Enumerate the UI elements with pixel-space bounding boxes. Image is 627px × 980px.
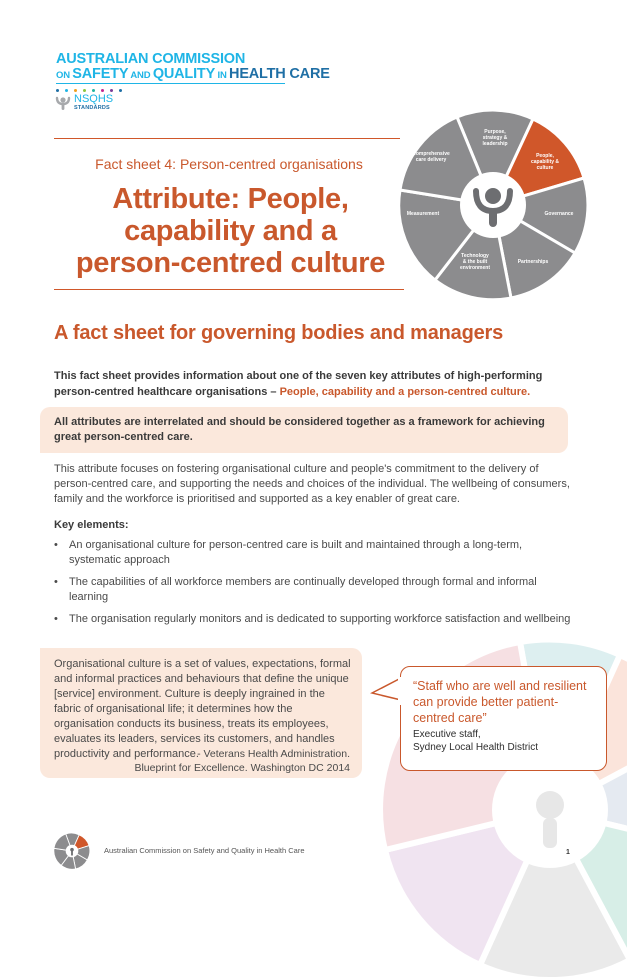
logo-divider [56,83,285,84]
list-item: • An organisational culture for person-centred care is built and maintained through a long-term, systematic approach [54,539,523,566]
segment-label-purpose: Purpose, strategy & leadership [482,129,508,147]
title-rule-bottom [54,289,404,290]
staff-quote: “Staff who are well and resilient can provide better patient-centred care” [413,679,587,725]
segment-label-people: People, capability & culture [530,153,560,171]
list-item: • The capabilities of all workforce members are continually developed through formal and informal learning [54,576,537,603]
speech-bubble-tail-mask [398,677,404,705]
org-logo-line1: AUSTRALIAN COMMISSION [56,51,246,67]
footer-org-name: Australian Commission on Safety and Quality in Health Care [104,846,305,855]
section-subtitle: A fact sheet for governing bodies and managers [54,322,504,344]
fact-sheet-label: Fact sheet 4: Person-centred organisations [95,156,363,172]
key-elements-list [54,538,574,634]
staff-quote-attribution: Executive staff, Sydney Local Health District [413,729,539,753]
body-paragraph: This attribute focuses on fostering organisational culture and people's commitment to the delivery of person-centred care, and supporting the needs and choices of the individual. The wellbeing of consumers, family and the workforce is prioritised and supported as a key enabler of great care. [54,463,570,505]
segment-label-partnerships: Partnerships [517,259,549,265]
culture-definition-text: Organisational culture is a set of values, expectations, formal and informal practices and behaviours that define the unique [service] environment. Culture is deeply ingrained in the fabric of organisational life; it determines how the organisation conducts its business, treats its employees, evaluates its leaders, services its customers, and handles productivity and performance. [54,658,351,760]
nsqhs-wordmark: NSQHS [74,93,114,105]
page-title: Attribute: People, capability and a person-centred culture [75,183,386,279]
intro-paragraph: This fact sheet provides information about one of the seven key attributes of high-performing person-centred healthcare organisations – People, capability and a person-centred culture. [54,370,543,398]
segment-label-governance: Governance [544,211,574,217]
segment-label-technology: Technology & the built environment [459,253,491,271]
attributes-wheel-diagram [398,110,588,300]
nsqhs-standards-label: STANDARDS [74,105,110,111]
key-elements-heading: Key elements: [54,519,129,531]
segment-label-measurement: Measurement [406,211,440,217]
list-item: • The organisation regularly monitors and is dedicated to supporting workforce satisfaction and wellbeing [54,613,571,625]
footer-wheel-logo [54,833,90,869]
title-rule-top [54,138,400,139]
attributes-callout-box: All attributes are interrelated and should be considered together as a framework for achieving great person-centred care. [40,407,568,453]
segment-label-comprehensive: Comprehensive care delivery [412,151,450,163]
culture-definition-attribution: - Veterans Health Administration. Blueprint for Excellence. Washington DC 2014 [134,748,350,774]
standards-color-dots [56,89,122,92]
page-number: 1 [566,849,570,856]
org-logo-line2: ON SAFETY AND QUALITY IN HEALTH CARE [56,66,330,82]
intro-highlight: People, capability and a person-centred culture. [279,386,531,398]
person-raised-arms-icon [55,96,71,111]
